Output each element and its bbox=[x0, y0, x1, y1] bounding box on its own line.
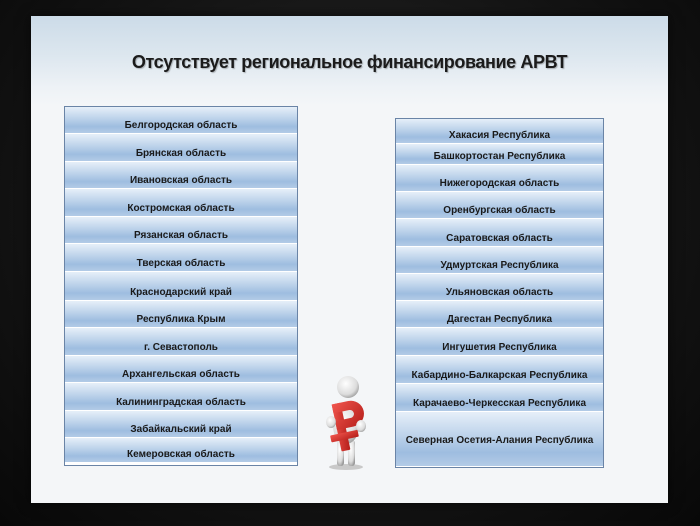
region-label: Нижегородская область bbox=[439, 178, 560, 189]
region-label: Дагестан Республика bbox=[446, 314, 553, 325]
table-row bbox=[396, 301, 603, 328]
region-label: Краснодарский край bbox=[130, 287, 232, 298]
region-label: Рязанская область bbox=[133, 230, 229, 241]
person-holding-ruble-sign-icon bbox=[316, 374, 376, 470]
region-label: Ульяновская область bbox=[445, 287, 554, 298]
region-label: Удмуртская Республика bbox=[440, 260, 559, 271]
table-row bbox=[396, 192, 603, 219]
region-label: Кемеровская область bbox=[127, 449, 235, 460]
region-label: Архангельская область bbox=[122, 369, 240, 380]
region-label: Оренбургская область bbox=[443, 205, 556, 216]
region-label: Карачаево-Черкесская Республика bbox=[412, 398, 587, 409]
table-row bbox=[65, 438, 297, 463]
table-row bbox=[65, 244, 297, 272]
table-row bbox=[396, 144, 603, 165]
table-row bbox=[65, 328, 297, 356]
region-label: Республика Крым bbox=[136, 314, 226, 325]
table-row bbox=[65, 383, 297, 411]
region-label: Хакасия Республика bbox=[448, 130, 551, 141]
presentation-slide bbox=[31, 16, 668, 503]
table-row bbox=[396, 384, 603, 412]
region-label: Ингушетия Республика bbox=[442, 342, 557, 353]
region-label: Кабардино-Балкарская Республика bbox=[411, 370, 588, 381]
region-label: Тверская область bbox=[136, 258, 226, 269]
region-label: Северная Осетия-Алания Республика bbox=[405, 435, 594, 446]
table-row bbox=[396, 165, 603, 192]
table-row bbox=[65, 162, 297, 189]
table-row bbox=[65, 217, 297, 244]
table-row bbox=[65, 189, 297, 217]
region-label: Ивановская область bbox=[129, 175, 233, 186]
table-row bbox=[396, 356, 603, 384]
left-regions-table bbox=[64, 106, 298, 466]
table-row bbox=[65, 272, 297, 301]
table-row bbox=[65, 134, 297, 162]
region-label: Белгородская область bbox=[124, 120, 238, 131]
table-row bbox=[65, 107, 297, 134]
table-row bbox=[396, 219, 603, 247]
slide-title: Отсутствует региональное финансирование АРВТ bbox=[131, 52, 568, 72]
table-row bbox=[396, 274, 603, 301]
table-row bbox=[65, 411, 297, 438]
region-label: Забайкальский край bbox=[130, 424, 232, 435]
region-label: Костромская область bbox=[127, 203, 235, 214]
right-regions-table bbox=[395, 118, 604, 468]
region-label: г. Севастополь bbox=[144, 342, 218, 353]
table-row bbox=[65, 356, 297, 383]
table-row bbox=[396, 328, 603, 356]
table-row bbox=[65, 301, 297, 328]
table-row bbox=[396, 119, 603, 144]
region-label: Калининградская область bbox=[116, 397, 246, 408]
table-row bbox=[396, 412, 603, 467]
region-label: Башкортостан Республика bbox=[433, 151, 566, 162]
region-label: Саратовская область bbox=[446, 233, 553, 244]
region-label: Брянская область bbox=[135, 148, 227, 159]
table-row bbox=[396, 247, 603, 274]
